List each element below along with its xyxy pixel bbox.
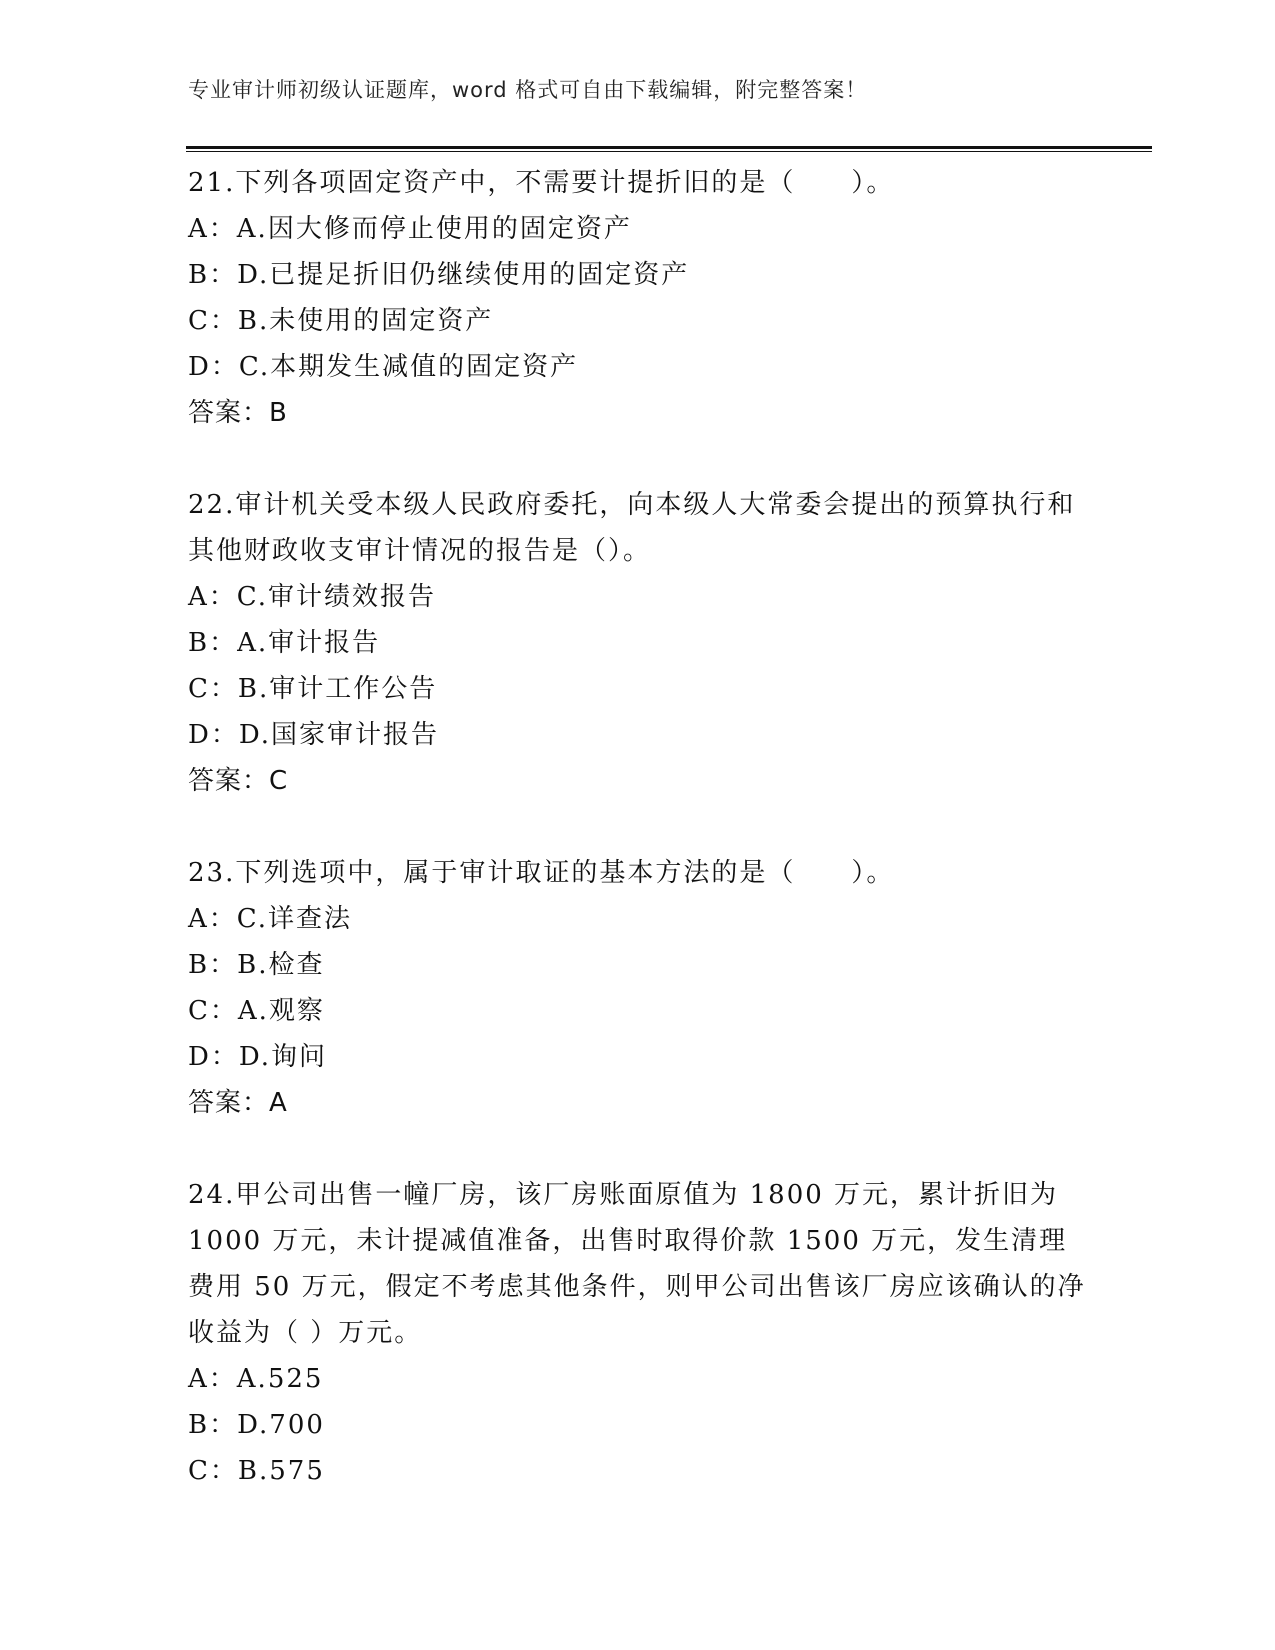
option-c: C：B.审计工作公告 bbox=[188, 674, 438, 704]
option-c: C：B.575 bbox=[188, 1456, 325, 1486]
question-22 bbox=[188, 482, 1088, 804]
option-a: A：C.详查法 bbox=[188, 904, 353, 934]
question-text: 21.下列各项固定资产中，不需要计提折旧的是（ ）。 bbox=[188, 168, 895, 198]
question-list bbox=[188, 160, 1088, 1540]
question-24 bbox=[188, 1172, 1088, 1494]
option-b: B：D.已提足折旧仍继续使用的固定资产 bbox=[188, 260, 690, 290]
header-divider bbox=[186, 146, 1152, 152]
option-c: C：A.观察 bbox=[188, 996, 325, 1026]
option-a: A：A.因大修而停止使用的固定资产 bbox=[188, 214, 632, 244]
option-a: A：A.525 bbox=[188, 1364, 324, 1394]
option-d: D：C.本期发生减值的固定资产 bbox=[188, 352, 579, 382]
option-a: A：C.审计绩效报告 bbox=[188, 582, 437, 612]
answer: 答案：C bbox=[188, 766, 289, 796]
page-header: 专业审计师初级认证题库，word 格式可自由下载编辑，附完整答案！ bbox=[188, 78, 868, 102]
question-text: 22.审计机关受本级人民政府委托，向本级人大常委会提出的预算执行和其他财政收支审计情况的报告是（）。 bbox=[188, 490, 1076, 566]
answer: 答案：B bbox=[188, 398, 288, 428]
option-b: B：D.700 bbox=[188, 1410, 325, 1440]
question-21 bbox=[188, 160, 1088, 436]
option-d: D：D.国家审计报告 bbox=[188, 720, 440, 750]
question-23 bbox=[188, 850, 1088, 1126]
option-d: D：D.询问 bbox=[188, 1042, 328, 1072]
question-text: 23.下列选项中，属于审计取证的基本方法的是（ ）。 bbox=[188, 858, 895, 888]
option-b: B：B.检查 bbox=[188, 950, 325, 980]
answer: 答案：A bbox=[188, 1088, 288, 1118]
option-c: C：B.未使用的固定资产 bbox=[188, 306, 494, 336]
option-b: B：A.审计报告 bbox=[188, 628, 381, 658]
question-text: 24.甲公司出售一幢厂房，该厂房账面原值为 1800 万元，累计折旧为 1000 万元，未计提减值准备，出售时取得价款 1500 万元，发生清理费用 50 万元，假定不考虑其他条件，则甲公司出售该厂房应该确认的净收益为（ ）万元。 bbox=[188, 1180, 1086, 1348]
